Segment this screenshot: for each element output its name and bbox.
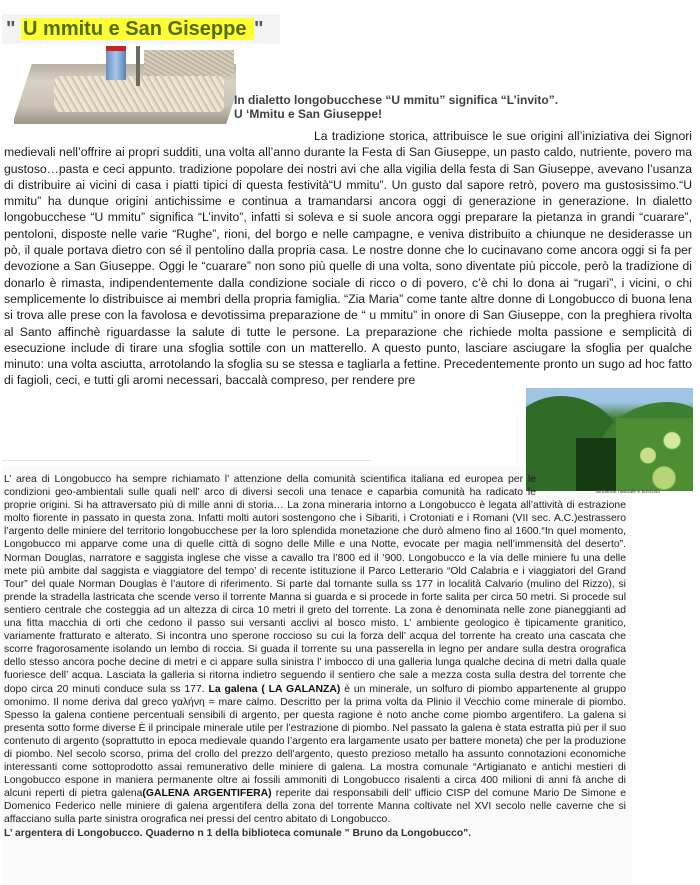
article-mines	[4, 473, 626, 840]
source-credit: L’ argentera di Longobucco. Quaderno n 1 della biblioteca comunale " Bruno da Longobucco".	[4, 827, 472, 839]
intro-line-2: U ‘Mmitu e San Giuseppe!	[234, 107, 383, 121]
intro-subtitle	[234, 93, 558, 121]
section-divider	[2, 460, 372, 461]
title-quote-open: "	[6, 18, 22, 40]
photo-rolling-pin	[136, 46, 140, 86]
article-mines-part-3: reperite dai responsabili dell’ ufficio CISP del comune Mario De Simone e Domenico Federico nelle miniere di galena argentifera della zona del torrente Manna coltivate nel XVI secolo nelle caverne che si affacciano sulla parte sinistra orografica nei pressi del centro abitato di Longobucco.	[4, 788, 626, 826]
forest-photo-caption: ambiente naturale e boscoso	[596, 489, 661, 495]
article-tradition-text: La tradizione storica, attribuisce le sue origini all’iniziativa dei Signori medievali nell’offrire ai propri sudditi, una volta all’anno durante la Festa di San Giuseppe, un pasto caldo, nutriente, povero ma gustoso…pasta e ceci appunto. tradizione popolare dei nostri avi che alla vigilia della festa di San Giuseppe, avevano l’usanza di distribuire ai vicini di casa i piatti tipici di questa festività“U mmitu”. Un gusto dal sapore retrò, povero ma gustosissimo.“U mmitu” ha dunque origini antichissime e continua a tramandarsi ancora oggi di generazione in generazione. In dialetto longobucchese “U mmitu” significa “L’invito”, infatti si soleva e si suole ancora oggi preparare la pietanza in grandi “cuarare”, pentoloni, disposte nelle varie “Rughe”, rioni, del borgo e nelle campagne, e veniva distribuito a chiunque ne desiderasse un pò, il quale portava dietro con sé il pentolino dalla propria casa. Le nostre donne che lo cucinavano come ancora oggi si fa per devozione a San Giuseppe. Oggi le “cuarare” non sono più quelle di una volta, sono diventate più piccole, però la tradizione di donarlo è rimasta, indipendentemente dalla condizione sociale di ricco o di povero, c’è chi lo dona ai “rugari”, i vicini, o chi semplicemente lo distribuisce ai membri della propria famiglia. “Zia Maria” come tante altre donne di Longobucco di buona lena si trova alle prese con la favolosa e devotissima preparazione de “ u mmitu” in onore di San Giuseppe, con la preghiera rivolta al Santo affinchè riguardasse la salute di tutte le persone. La preparazione che richiede molta passione e semplicità di esecuzione include di tirare una sfoglia sottile con un matterello. A questo punto, lasciare asciugare la sfoglia per qualche minuto: una volta asciutta, arrotolando la sfoglia su se stessa e tagliarla a fettine. Precedentemente pronto un sugo ad hoc fatto di fagioli, ceci, e tutti gli aromi necessari, baccalà compreso, per rendere pre	[4, 129, 692, 388]
title-bar	[2, 14, 280, 44]
image-float-gap	[536, 473, 626, 499]
article-mines-part-2: è un minerale, un solfuro di piombo appartenente al gruppo omonimo. Il nome deriva dal greco γαλήνη = mare calmo. Descritto per la prima volta da Plinio il Vecchio come minerale di piombo. Spesso la galena contiene percentuali sensibili di argento, per questa ragione è noto anche come piombo argentifero. La galena si presenta sotto forme diverse È il principale minerale utile per l’estrazione di piombo. Nel passato la galena è stata estratta più per il suo contenuto di argento (soprattutto in epoca medievale quando l’argento era largamente usato per battere moneta) che per la produzione di piombo. Nel secolo scorso, prima del crollo del prezzo dell’argento, questo prezioso metallo ha assunto connotazioni economiche interessanti come sottoprodotto assai remunerativo delle miniere di galena. La mostra comunale “Artigianato e antichi mestieri di Longobucco espone in maniera permanente oltre ai fossili ammoniti di Longobucco risalenti a circa 400 milioni di anni fà anche di alcuni reperti di pietra galena	[4, 683, 626, 800]
page-title	[6, 16, 263, 42]
photo-can	[106, 46, 126, 80]
galena-argentifera-label: (GALENA ARGENTIFERA)	[142, 788, 272, 800]
article-tradition	[4, 128, 692, 389]
title-highlight: U mmitu e San Giseppe	[23, 18, 252, 40]
photo-chestnut-leaves	[616, 418, 693, 491]
title-quote-close: "	[254, 18, 264, 40]
article-mines-part-1: L’ area di Longobucco ha sempre richiamato l’ attenzione della comunità scientifica italiana ed europea per le condizioni geo-ambientali sulle quali nell’ arco di diversi secoli una tenace e caparbia comunità ha radicato le proprie origini. Si ha attraversato più di mille anni di storia… La zona mineraria intorno a Longobucco è legata all’attività di estrazione molto fiorente in passato in questa zona. Infatti molti autori sostengono che i Sibariti, i Crotoniati e i Romani (VII sec. A.C.)estrassero l’argento delle miniere del territorio longobucchese per la loro splendida monetazione che durò almeno fino al 1600.“In quel momento, Longobucco mi apparve come una di quelle città di sogno delle Mille e una Notte, evocate per magia nell’immensità del deserto”. Norman Douglas, narratore e saggista inglese che visse a cavallo tra l’800 ed il ’900. Longobucco e la via delle miniere fu una delle mete più ambite dal saggista e viaggiatore del tempo’ di recente istituzione il Parco Letterario “Old Calabria e i viaggiatori del Grand Tour” del quale Norman Douglas è l’autore di riferimento. Si parte dal tornante sulla ss 177 in località Calvario (mulino del Rizzo), si prende la stradella lastricata che scende verso il torrente Manna si guarda e si procede in forte salita per circa 50 metri. Si procede sul sentiero centrale che costeggia ad un altezza di circa 10 metri il greto del torrente. La zona è denominata nelle zone pianeggianti ad una fitta macchia di orti che cedono il passo sui versanti acclivi al bosco misto. L’ ambiente geologico è tipicamente granitico, variamente fratturato e alterato. Si incontra uno sperone roccioso su cui la forza dell’ acqua del torrente ha creato una cascata che scorre fragorosamente isolando un lembo di roccia. Si guada il torrente su una passerella in legno per andare sulla destra orografica dello stesso ancora poche decine di metri e ci appare sulla sinistra l’ imbocco di una galleria lunga qualche decina di metri dalla quale fuoriesce dell’ acqua. Lasciata la galleria si ritorna indietro seguendo il sentiero che sale a mezza costa sulla destra del torrente che dopo circa 20 minuti conduce sula ss 177.	[4, 474, 626, 695]
photo-pasta-back	[144, 50, 234, 76]
pasta-photo	[14, 46, 236, 124]
intro-line-1: In dialetto longobucchese “U mmitu” significa “L’invito”.	[234, 93, 559, 107]
galena-heading: La galena ( LA GALANZA)	[208, 683, 341, 695]
